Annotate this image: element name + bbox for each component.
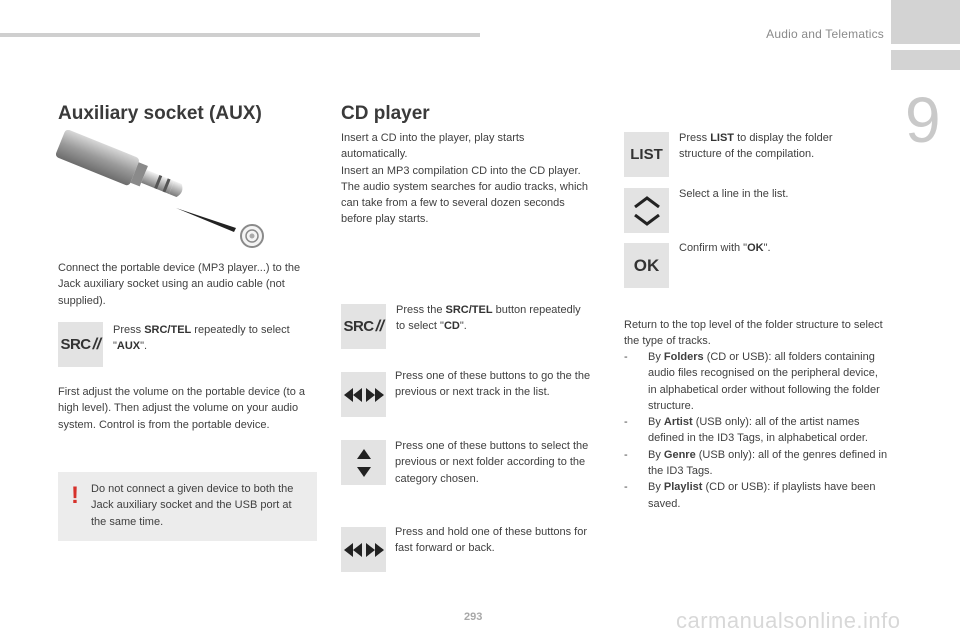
- aux-connect-text: Connect the portable device (MP3 player...) to the Jack auxiliary socket using an audio cable (not supplied).: [58, 262, 301, 307]
- seek-arrows-icon: [344, 388, 384, 402]
- folder-instruction: Press one of these buttons to select the previous or next folder according to the category chosen.: [395, 440, 589, 485]
- aux-press-instruction: Press SRC/TEL repeatedly to select "AUX".: [113, 324, 290, 353]
- track-type-list: [624, 349, 889, 512]
- watermark: carmanualsonline.info: [676, 608, 901, 633]
- ok-button[interactable]: OK: [624, 243, 669, 288]
- chevron-up-icon: [633, 196, 661, 208]
- list-item: - By Playlist (CD or USB): if playlists have been saved.: [624, 481, 876, 510]
- chevron-down-icon: [633, 214, 661, 226]
- src-key-label: SRC: [343, 318, 374, 335]
- jack-plug-illustration: [56, 130, 271, 250]
- prev-next-folder-buttons[interactable]: [341, 440, 386, 485]
- list-instruction: Press LIST to display the folder structure of the compilation.: [679, 132, 833, 161]
- list-item: - By Genre (USB only): all of the genres defined in the ID3 Tags.: [624, 448, 888, 478]
- up-down-buttons[interactable]: [624, 188, 669, 233]
- cd-intro-line: The audio system searches for audio tracks, which can take from a few to several dozen seconds before play starts.: [341, 180, 589, 226]
- header-rule: [0, 33, 480, 37]
- select-instruction: Select a line in the list.: [679, 188, 789, 200]
- arrow-down-icon: [357, 467, 371, 477]
- list-item: - By Artist (USB only): all of the artist names defined in the ID3 Tags, in alphabetical order.: [624, 416, 868, 445]
- src-tel-button-cd[interactable]: SRC //: [341, 304, 386, 349]
- chapter-tab: [891, 0, 960, 70]
- cd-src-instruction: Press the SRC/TEL button repeatedly to select "CD".: [396, 304, 581, 333]
- src-key-label: SRC: [60, 336, 91, 353]
- list-item: - By Folders (CD or USB): all folders containing audio files recognised on the peripheral device, in alphabetical order without following the folder structure.: [624, 351, 880, 412]
- aux-adjust-text: First adjust the volume on the portable device (to a high level). Then adjust the volume on your audio system. Control is from the portable device.: [58, 386, 306, 431]
- track-instruction: Press one of these buttons to go the the previous or next track in the list.: [395, 370, 591, 399]
- src-tel-button-aux[interactable]: SRC //: [58, 322, 103, 367]
- cd-intro: [341, 130, 589, 228]
- prev-next-track-buttons[interactable]: [341, 372, 386, 417]
- chapter-number: 9: [905, 84, 941, 156]
- warning-text: Do not connect a given device to both the Jack auxiliary socket and the USB port at the same time.: [91, 483, 294, 528]
- list-button[interactable]: LIST: [624, 132, 669, 177]
- fast-forward-back-buttons[interactable]: [341, 527, 386, 572]
- confirm-instruction: Confirm with "OK".: [679, 242, 771, 254]
- cd-title: CD player: [341, 103, 430, 124]
- fast-seek-arrows-icon: [344, 543, 384, 557]
- cd-intro-line: Insert a CD into the player, play starts automatically.: [341, 132, 525, 161]
- ffwd-instruction: Press and hold one of these buttons for fast forward or back.: [395, 526, 588, 555]
- return-text: Return to the top level of the folder structure to select the type of tracks.: [624, 319, 883, 348]
- cd-intro-line: Insert an MP3 compilation CD into the CD player.: [341, 164, 581, 177]
- section-title: Audio and Telematics: [766, 27, 884, 41]
- aux-title: Auxiliary socket (AUX): [58, 103, 262, 124]
- page-number: 293: [464, 611, 483, 623]
- arrow-up-icon: [357, 449, 371, 459]
- warning-icon: !: [71, 482, 79, 509]
